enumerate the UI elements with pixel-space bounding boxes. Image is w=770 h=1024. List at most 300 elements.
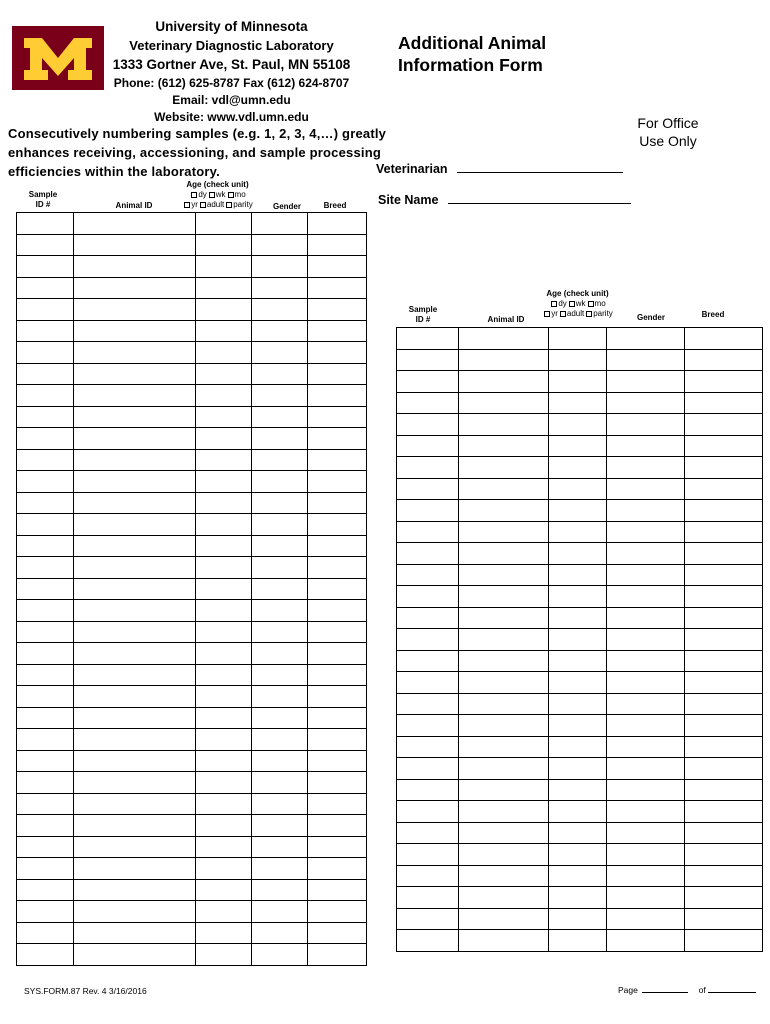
gender-cell[interactable] <box>252 793 308 815</box>
page-total-line[interactable] <box>708 985 756 993</box>
sample-id-cell[interactable] <box>17 836 74 858</box>
gender-cell[interactable] <box>252 535 308 557</box>
sample-id-cell[interactable] <box>397 435 459 457</box>
animal-id-cell[interactable] <box>74 277 196 299</box>
animal-id-cell[interactable] <box>459 328 549 350</box>
gender-cell[interactable] <box>252 879 308 901</box>
gender-cell[interactable] <box>252 277 308 299</box>
animal-id-cell[interactable] <box>459 500 549 522</box>
animal-id-cell[interactable] <box>74 406 196 428</box>
page-number-line[interactable] <box>642 985 688 993</box>
age-cell[interactable] <box>196 578 252 600</box>
age-cell[interactable] <box>549 392 607 414</box>
gender-cell[interactable] <box>607 779 685 801</box>
age-cell[interactable] <box>549 607 607 629</box>
breed-cell[interactable] <box>308 686 367 708</box>
age-cell[interactable] <box>196 944 252 966</box>
breed-cell[interactable] <box>685 392 763 414</box>
sample-id-cell[interactable] <box>17 729 74 751</box>
gender-cell[interactable] <box>252 449 308 471</box>
animal-id-cell[interactable] <box>459 478 549 500</box>
breed-cell[interactable] <box>308 299 367 321</box>
sample-id-cell[interactable] <box>17 557 74 579</box>
breed-cell[interactable] <box>685 349 763 371</box>
sample-id-cell[interactable] <box>397 349 459 371</box>
sample-id-cell[interactable] <box>17 385 74 407</box>
breed-cell[interactable] <box>685 457 763 479</box>
sample-id-cell[interactable] <box>17 449 74 471</box>
site-name-field[interactable] <box>378 193 631 207</box>
age-cell[interactable] <box>549 500 607 522</box>
breed-cell[interactable] <box>308 385 367 407</box>
animal-id-cell[interactable] <box>74 213 196 235</box>
animal-id-cell[interactable] <box>74 772 196 794</box>
age-cell[interactable] <box>196 406 252 428</box>
age-cell[interactable] <box>549 586 607 608</box>
breed-cell[interactable] <box>308 836 367 858</box>
animal-id-cell[interactable] <box>459 392 549 414</box>
sample-id-cell[interactable] <box>397 672 459 694</box>
breed-cell[interactable] <box>685 908 763 930</box>
gender-cell[interactable] <box>252 385 308 407</box>
animal-id-cell[interactable] <box>74 557 196 579</box>
gender-cell[interactable] <box>607 457 685 479</box>
breed-cell[interactable] <box>685 500 763 522</box>
animal-id-cell[interactable] <box>459 414 549 436</box>
sample-id-cell[interactable] <box>17 600 74 622</box>
animal-id-cell[interactable] <box>459 543 549 565</box>
age-cell[interactable] <box>549 328 607 350</box>
age-cell[interactable] <box>196 922 252 944</box>
sample-id-cell[interactable] <box>397 865 459 887</box>
age-cell[interactable] <box>549 801 607 823</box>
animal-id-cell[interactable] <box>459 564 549 586</box>
breed-cell[interactable] <box>685 715 763 737</box>
age-cell[interactable] <box>196 707 252 729</box>
age-cell[interactable] <box>196 342 252 364</box>
gender-cell[interactable] <box>252 944 308 966</box>
breed-cell[interactable] <box>308 664 367 686</box>
sample-id-cell[interactable] <box>17 664 74 686</box>
sample-id-cell[interactable] <box>17 901 74 923</box>
animal-id-cell[interactable] <box>74 535 196 557</box>
gender-cell[interactable] <box>607 736 685 758</box>
age-cell[interactable] <box>549 457 607 479</box>
breed-cell[interactable] <box>308 772 367 794</box>
age-cell[interactable] <box>196 664 252 686</box>
sample-id-cell[interactable] <box>17 815 74 837</box>
breed-cell[interactable] <box>308 793 367 815</box>
animal-id-cell[interactable] <box>74 815 196 837</box>
age-cell[interactable] <box>196 600 252 622</box>
sample-id-cell[interactable] <box>397 629 459 651</box>
age-cell[interactable] <box>549 521 607 543</box>
sample-id-cell[interactable] <box>17 256 74 278</box>
gender-cell[interactable] <box>252 664 308 686</box>
breed-cell[interactable] <box>308 213 367 235</box>
breed-cell[interactable] <box>308 879 367 901</box>
gender-cell[interactable] <box>252 643 308 665</box>
age-cell[interactable] <box>549 478 607 500</box>
sample-id-cell[interactable] <box>17 686 74 708</box>
age-cell[interactable] <box>196 428 252 450</box>
animal-id-cell[interactable] <box>74 858 196 880</box>
gender-cell[interactable] <box>607 693 685 715</box>
gender-cell[interactable] <box>252 213 308 235</box>
breed-cell[interactable] <box>685 779 763 801</box>
sample-id-cell[interactable] <box>17 750 74 772</box>
age-cell[interactable] <box>196 535 252 557</box>
sample-id-cell[interactable] <box>397 908 459 930</box>
gender-cell[interactable] <box>607 844 685 866</box>
animal-id-cell[interactable] <box>459 371 549 393</box>
animal-id-cell[interactable] <box>74 299 196 321</box>
animal-id-cell[interactable] <box>459 844 549 866</box>
breed-cell[interactable] <box>308 320 367 342</box>
animal-id-cell[interactable] <box>459 930 549 952</box>
breed-cell[interactable] <box>308 578 367 600</box>
animal-id-cell[interactable] <box>74 686 196 708</box>
age-cell[interactable] <box>196 234 252 256</box>
age-cell[interactable] <box>196 213 252 235</box>
sample-id-cell[interactable] <box>17 363 74 385</box>
sample-id-cell[interactable] <box>397 693 459 715</box>
age-cell[interactable] <box>549 650 607 672</box>
gender-cell[interactable] <box>607 758 685 780</box>
gender-cell[interactable] <box>252 428 308 450</box>
breed-cell[interactable] <box>308 729 367 751</box>
gender-cell[interactable] <box>607 371 685 393</box>
site-name-line[interactable] <box>448 194 631 204</box>
age-cell[interactable] <box>549 371 607 393</box>
gender-cell[interactable] <box>252 858 308 880</box>
animal-id-cell[interactable] <box>459 908 549 930</box>
age-cell[interactable] <box>549 930 607 952</box>
sample-id-cell[interactable] <box>397 779 459 801</box>
sample-id-cell[interactable] <box>397 328 459 350</box>
animal-id-cell[interactable] <box>459 672 549 694</box>
sample-id-cell[interactable] <box>17 213 74 235</box>
breed-cell[interactable] <box>308 492 367 514</box>
age-cell[interactable] <box>549 715 607 737</box>
breed-cell[interactable] <box>308 750 367 772</box>
animal-id-cell[interactable] <box>459 435 549 457</box>
age-cell[interactable] <box>549 564 607 586</box>
animal-id-cell[interactable] <box>74 363 196 385</box>
gender-cell[interactable] <box>607 521 685 543</box>
age-cell[interactable] <box>196 256 252 278</box>
sample-id-cell[interactable] <box>17 320 74 342</box>
gender-cell[interactable] <box>252 342 308 364</box>
age-cell[interactable] <box>196 815 252 837</box>
animal-id-cell[interactable] <box>74 514 196 536</box>
age-cell[interactable] <box>196 643 252 665</box>
breed-cell[interactable] <box>308 471 367 493</box>
age-cell[interactable] <box>549 779 607 801</box>
animal-id-cell[interactable] <box>459 758 549 780</box>
gender-cell[interactable] <box>607 328 685 350</box>
sample-id-cell[interactable] <box>17 492 74 514</box>
sample-id-cell[interactable] <box>397 650 459 672</box>
breed-cell[interactable] <box>308 621 367 643</box>
sample-id-cell[interactable] <box>397 414 459 436</box>
animal-id-cell[interactable] <box>74 428 196 450</box>
breed-cell[interactable] <box>685 607 763 629</box>
sample-id-cell[interactable] <box>17 342 74 364</box>
breed-cell[interactable] <box>685 414 763 436</box>
gender-cell[interactable] <box>607 564 685 586</box>
breed-cell[interactable] <box>308 557 367 579</box>
animal-id-cell[interactable] <box>74 901 196 923</box>
sample-id-cell[interactable] <box>397 758 459 780</box>
gender-cell[interactable] <box>252 492 308 514</box>
sample-id-cell[interactable] <box>17 471 74 493</box>
age-cell[interactable] <box>549 908 607 930</box>
age-cell[interactable] <box>549 435 607 457</box>
animal-id-cell[interactable] <box>459 736 549 758</box>
gender-cell[interactable] <box>252 901 308 923</box>
animal-id-cell[interactable] <box>74 729 196 751</box>
gender-cell[interactable] <box>252 514 308 536</box>
breed-cell[interactable] <box>308 922 367 944</box>
animal-id-cell[interactable] <box>74 621 196 643</box>
animal-id-cell[interactable] <box>74 320 196 342</box>
sample-id-cell[interactable] <box>397 521 459 543</box>
breed-cell[interactable] <box>308 449 367 471</box>
breed-cell[interactable] <box>685 758 763 780</box>
age-cell[interactable] <box>196 879 252 901</box>
gender-cell[interactable] <box>607 887 685 909</box>
gender-cell[interactable] <box>252 772 308 794</box>
age-cell[interactable] <box>549 693 607 715</box>
age-cell[interactable] <box>549 672 607 694</box>
animal-id-cell[interactable] <box>459 629 549 651</box>
breed-cell[interactable] <box>685 844 763 866</box>
sample-id-cell[interactable] <box>17 514 74 536</box>
age-cell[interactable] <box>196 729 252 751</box>
animal-id-cell[interactable] <box>74 492 196 514</box>
animal-id-cell[interactable] <box>74 471 196 493</box>
gender-cell[interactable] <box>607 801 685 823</box>
age-cell[interactable] <box>196 750 252 772</box>
breed-cell[interactable] <box>685 801 763 823</box>
animal-id-cell[interactable] <box>74 836 196 858</box>
sample-id-cell[interactable] <box>397 564 459 586</box>
animal-id-cell[interactable] <box>74 342 196 364</box>
age-cell[interactable] <box>196 901 252 923</box>
breed-cell[interactable] <box>308 643 367 665</box>
sample-id-cell[interactable] <box>397 457 459 479</box>
gender-cell[interactable] <box>607 414 685 436</box>
gender-cell[interactable] <box>252 600 308 622</box>
gender-cell[interactable] <box>607 607 685 629</box>
gender-cell[interactable] <box>607 715 685 737</box>
gender-cell[interactable] <box>252 815 308 837</box>
gender-cell[interactable] <box>607 822 685 844</box>
gender-cell[interactable] <box>252 406 308 428</box>
breed-cell[interactable] <box>685 865 763 887</box>
age-cell[interactable] <box>549 349 607 371</box>
gender-cell[interactable] <box>607 500 685 522</box>
breed-cell[interactable] <box>685 693 763 715</box>
veterinarian-field[interactable] <box>376 162 623 176</box>
gender-cell[interactable] <box>607 650 685 672</box>
gender-cell[interactable] <box>607 543 685 565</box>
sample-id-cell[interactable] <box>17 535 74 557</box>
breed-cell[interactable] <box>685 930 763 952</box>
gender-cell[interactable] <box>252 234 308 256</box>
animal-id-cell[interactable] <box>459 650 549 672</box>
age-cell[interactable] <box>196 471 252 493</box>
age-cell[interactable] <box>196 385 252 407</box>
gender-cell[interactable] <box>252 557 308 579</box>
breed-cell[interactable] <box>685 586 763 608</box>
sample-id-cell[interactable] <box>397 607 459 629</box>
breed-cell[interactable] <box>685 887 763 909</box>
breed-cell[interactable] <box>685 822 763 844</box>
gender-cell[interactable] <box>252 471 308 493</box>
animal-id-cell[interactable] <box>459 521 549 543</box>
breed-cell[interactable] <box>685 650 763 672</box>
age-cell[interactable] <box>549 758 607 780</box>
sample-id-cell[interactable] <box>397 543 459 565</box>
gender-cell[interactable] <box>607 865 685 887</box>
breed-cell[interactable] <box>308 707 367 729</box>
gender-cell[interactable] <box>252 299 308 321</box>
animal-id-cell[interactable] <box>74 707 196 729</box>
age-cell[interactable] <box>549 629 607 651</box>
sample-id-cell[interactable] <box>17 428 74 450</box>
breed-cell[interactable] <box>308 514 367 536</box>
breed-cell[interactable] <box>308 363 367 385</box>
breed-cell[interactable] <box>685 478 763 500</box>
age-cell[interactable] <box>196 299 252 321</box>
age-cell[interactable] <box>549 822 607 844</box>
breed-cell[interactable] <box>308 406 367 428</box>
breed-cell[interactable] <box>308 815 367 837</box>
sample-id-cell[interactable] <box>397 715 459 737</box>
sample-id-cell[interactable] <box>397 887 459 909</box>
gender-cell[interactable] <box>252 729 308 751</box>
breed-cell[interactable] <box>308 234 367 256</box>
gender-cell[interactable] <box>252 621 308 643</box>
animal-id-cell[interactable] <box>74 385 196 407</box>
age-cell[interactable] <box>196 686 252 708</box>
sample-id-cell[interactable] <box>17 858 74 880</box>
animal-id-cell[interactable] <box>459 865 549 887</box>
breed-cell[interactable] <box>308 944 367 966</box>
gender-cell[interactable] <box>252 363 308 385</box>
breed-cell[interactable] <box>685 435 763 457</box>
animal-id-cell[interactable] <box>74 643 196 665</box>
animal-id-cell[interactable] <box>459 607 549 629</box>
sample-id-cell[interactable] <box>397 500 459 522</box>
animal-id-cell[interactable] <box>74 449 196 471</box>
breed-cell[interactable] <box>685 371 763 393</box>
gender-cell[interactable] <box>607 349 685 371</box>
age-cell[interactable] <box>196 320 252 342</box>
breed-cell[interactable] <box>685 564 763 586</box>
breed-cell[interactable] <box>308 600 367 622</box>
breed-cell[interactable] <box>685 328 763 350</box>
age-cell[interactable] <box>549 736 607 758</box>
age-cell[interactable] <box>549 844 607 866</box>
gender-cell[interactable] <box>252 256 308 278</box>
breed-cell[interactable] <box>685 672 763 694</box>
age-cell[interactable] <box>196 793 252 815</box>
sample-id-cell[interactable] <box>17 621 74 643</box>
sample-id-cell[interactable] <box>17 879 74 901</box>
sample-id-cell[interactable] <box>17 707 74 729</box>
sample-id-cell[interactable] <box>17 578 74 600</box>
gender-cell[interactable] <box>252 836 308 858</box>
gender-cell[interactable] <box>252 922 308 944</box>
animal-id-cell[interactable] <box>459 801 549 823</box>
breed-cell[interactable] <box>685 521 763 543</box>
gender-cell[interactable] <box>252 320 308 342</box>
age-cell[interactable] <box>549 543 607 565</box>
age-cell[interactable] <box>196 772 252 794</box>
gender-cell[interactable] <box>252 707 308 729</box>
age-cell[interactable] <box>196 363 252 385</box>
animal-id-cell[interactable] <box>459 779 549 801</box>
sample-id-cell[interactable] <box>17 234 74 256</box>
gender-cell[interactable] <box>607 392 685 414</box>
age-cell[interactable] <box>196 557 252 579</box>
breed-cell[interactable] <box>685 543 763 565</box>
sample-id-cell[interactable] <box>17 793 74 815</box>
sample-id-cell[interactable] <box>17 643 74 665</box>
sample-id-cell[interactable] <box>397 736 459 758</box>
sample-id-cell[interactable] <box>397 844 459 866</box>
breed-cell[interactable] <box>685 629 763 651</box>
sample-id-cell[interactable] <box>17 944 74 966</box>
age-cell[interactable] <box>196 836 252 858</box>
animal-id-cell[interactable] <box>74 750 196 772</box>
animal-id-cell[interactable] <box>74 879 196 901</box>
gender-cell[interactable] <box>252 578 308 600</box>
sample-id-cell[interactable] <box>17 406 74 428</box>
age-cell[interactable] <box>196 449 252 471</box>
age-cell[interactable] <box>196 277 252 299</box>
age-cell[interactable] <box>196 858 252 880</box>
breed-cell[interactable] <box>308 535 367 557</box>
animal-id-cell[interactable] <box>74 234 196 256</box>
gender-cell[interactable] <box>607 930 685 952</box>
breed-cell[interactable] <box>308 858 367 880</box>
animal-id-cell[interactable] <box>459 715 549 737</box>
breed-cell[interactable] <box>308 428 367 450</box>
animal-id-cell[interactable] <box>74 600 196 622</box>
sample-id-cell[interactable] <box>397 586 459 608</box>
page-number-field[interactable] <box>618 985 756 995</box>
age-cell[interactable] <box>549 414 607 436</box>
veterinarian-line[interactable] <box>457 163 623 173</box>
age-cell[interactable] <box>196 514 252 536</box>
gender-cell[interactable] <box>607 586 685 608</box>
breed-cell[interactable] <box>308 342 367 364</box>
animal-id-cell[interactable] <box>74 922 196 944</box>
animal-id-cell[interactable] <box>74 578 196 600</box>
sample-id-cell[interactable] <box>397 392 459 414</box>
animal-id-cell[interactable] <box>459 693 549 715</box>
age-cell[interactable] <box>196 492 252 514</box>
sample-id-cell[interactable] <box>17 772 74 794</box>
gender-cell[interactable] <box>252 686 308 708</box>
animal-id-cell[interactable] <box>74 793 196 815</box>
sample-id-cell[interactable] <box>397 822 459 844</box>
sample-id-cell[interactable] <box>397 930 459 952</box>
